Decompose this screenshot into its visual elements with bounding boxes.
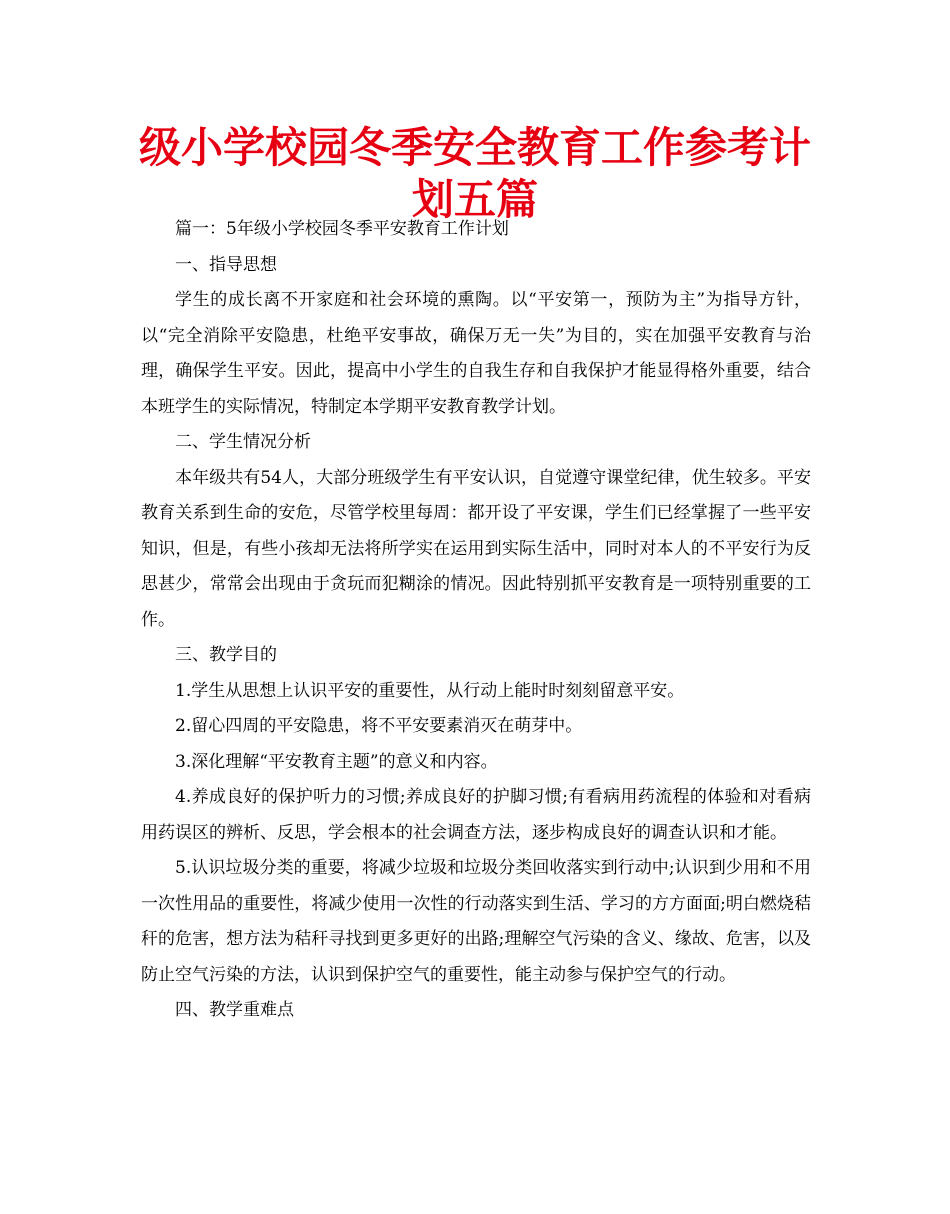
- list-item: 4.养成良好的保护听力的习惯;养成良好的护脚习惯;有看病用药流程的体验和对看病用药误区的辨析、反思，学会根本的社会调查方法，逐步构成良好的调查认识和才能。: [141, 787, 811, 843]
- list-item: 5.认识垃圾分类的重要，将减少垃圾和垃圾分类回收落实到行动中;认识到少用和不用一次性用品的重要性，将减少使用一次性的行动落实到生活、学习的方方面面;明白燃烧秸秆的危害，想方法为秸秆寻找到更多更好的出路;理解空气污染的含义、缘故、危害，以及防止空气污染的方法，认识到保护空气的重要性，能主动参与保护空气的行动。: [141, 858, 811, 985]
- list-item: 1.学生从思想上认识平安的重要性，从行动上能时时刻刻留意平安。: [175, 680, 685, 701]
- document-title: 级小学校园冬季安全教育工作参考计划五篇: [138, 123, 811, 224]
- section-heading: 四、教学重难点: [175, 1000, 294, 1020]
- section-heading: 一、指导思想: [175, 254, 277, 275]
- section-subtitle: 篇一：5年级小学校园冬季平安教育工作计划: [175, 219, 509, 239]
- document-body: [141, 212, 811, 1029]
- paragraph: 本年级共有54人，大部分班级学生有平安认识，自觉遵守课堂纪律，优生较多。平安教育关系到生命的安危，尽管学校里每周：都开设了平安课，学生们已经掌握了一些平安知识，但是，有些小孩却无法将所学实在运用到实际生活中，同时对本人的不平安行为反思甚少，常常会出现由于贪玩而犯糊涂的情况。因此特别抓平安教育是一项特别重要的工作。: [141, 467, 811, 630]
- list-item: 2.留心四周的平安隐患，将不平安要素消灭在萌芽中。: [175, 716, 583, 736]
- section-heading: 三、教学目的: [175, 645, 277, 665]
- list-item: 3.深化理解“平安教育主题”的意义和内容。: [175, 751, 498, 772]
- section-heading: 二、学生情况分析: [175, 432, 311, 452]
- paragraph: 学生的成长离不开家庭和社会环境的熏陶。以“平安第一，预防为主”为指导方针，以“完全消除平安隐患，杜绝平安事故，确保万无一失”为目的，实在加强平安教育与治理，确保学生平安。因此，提高中小学生的自我生存和自我保护才能显得格外重要，结合本班学生的实际情况，特制定本学期平安教育教学计划。: [141, 290, 811, 417]
